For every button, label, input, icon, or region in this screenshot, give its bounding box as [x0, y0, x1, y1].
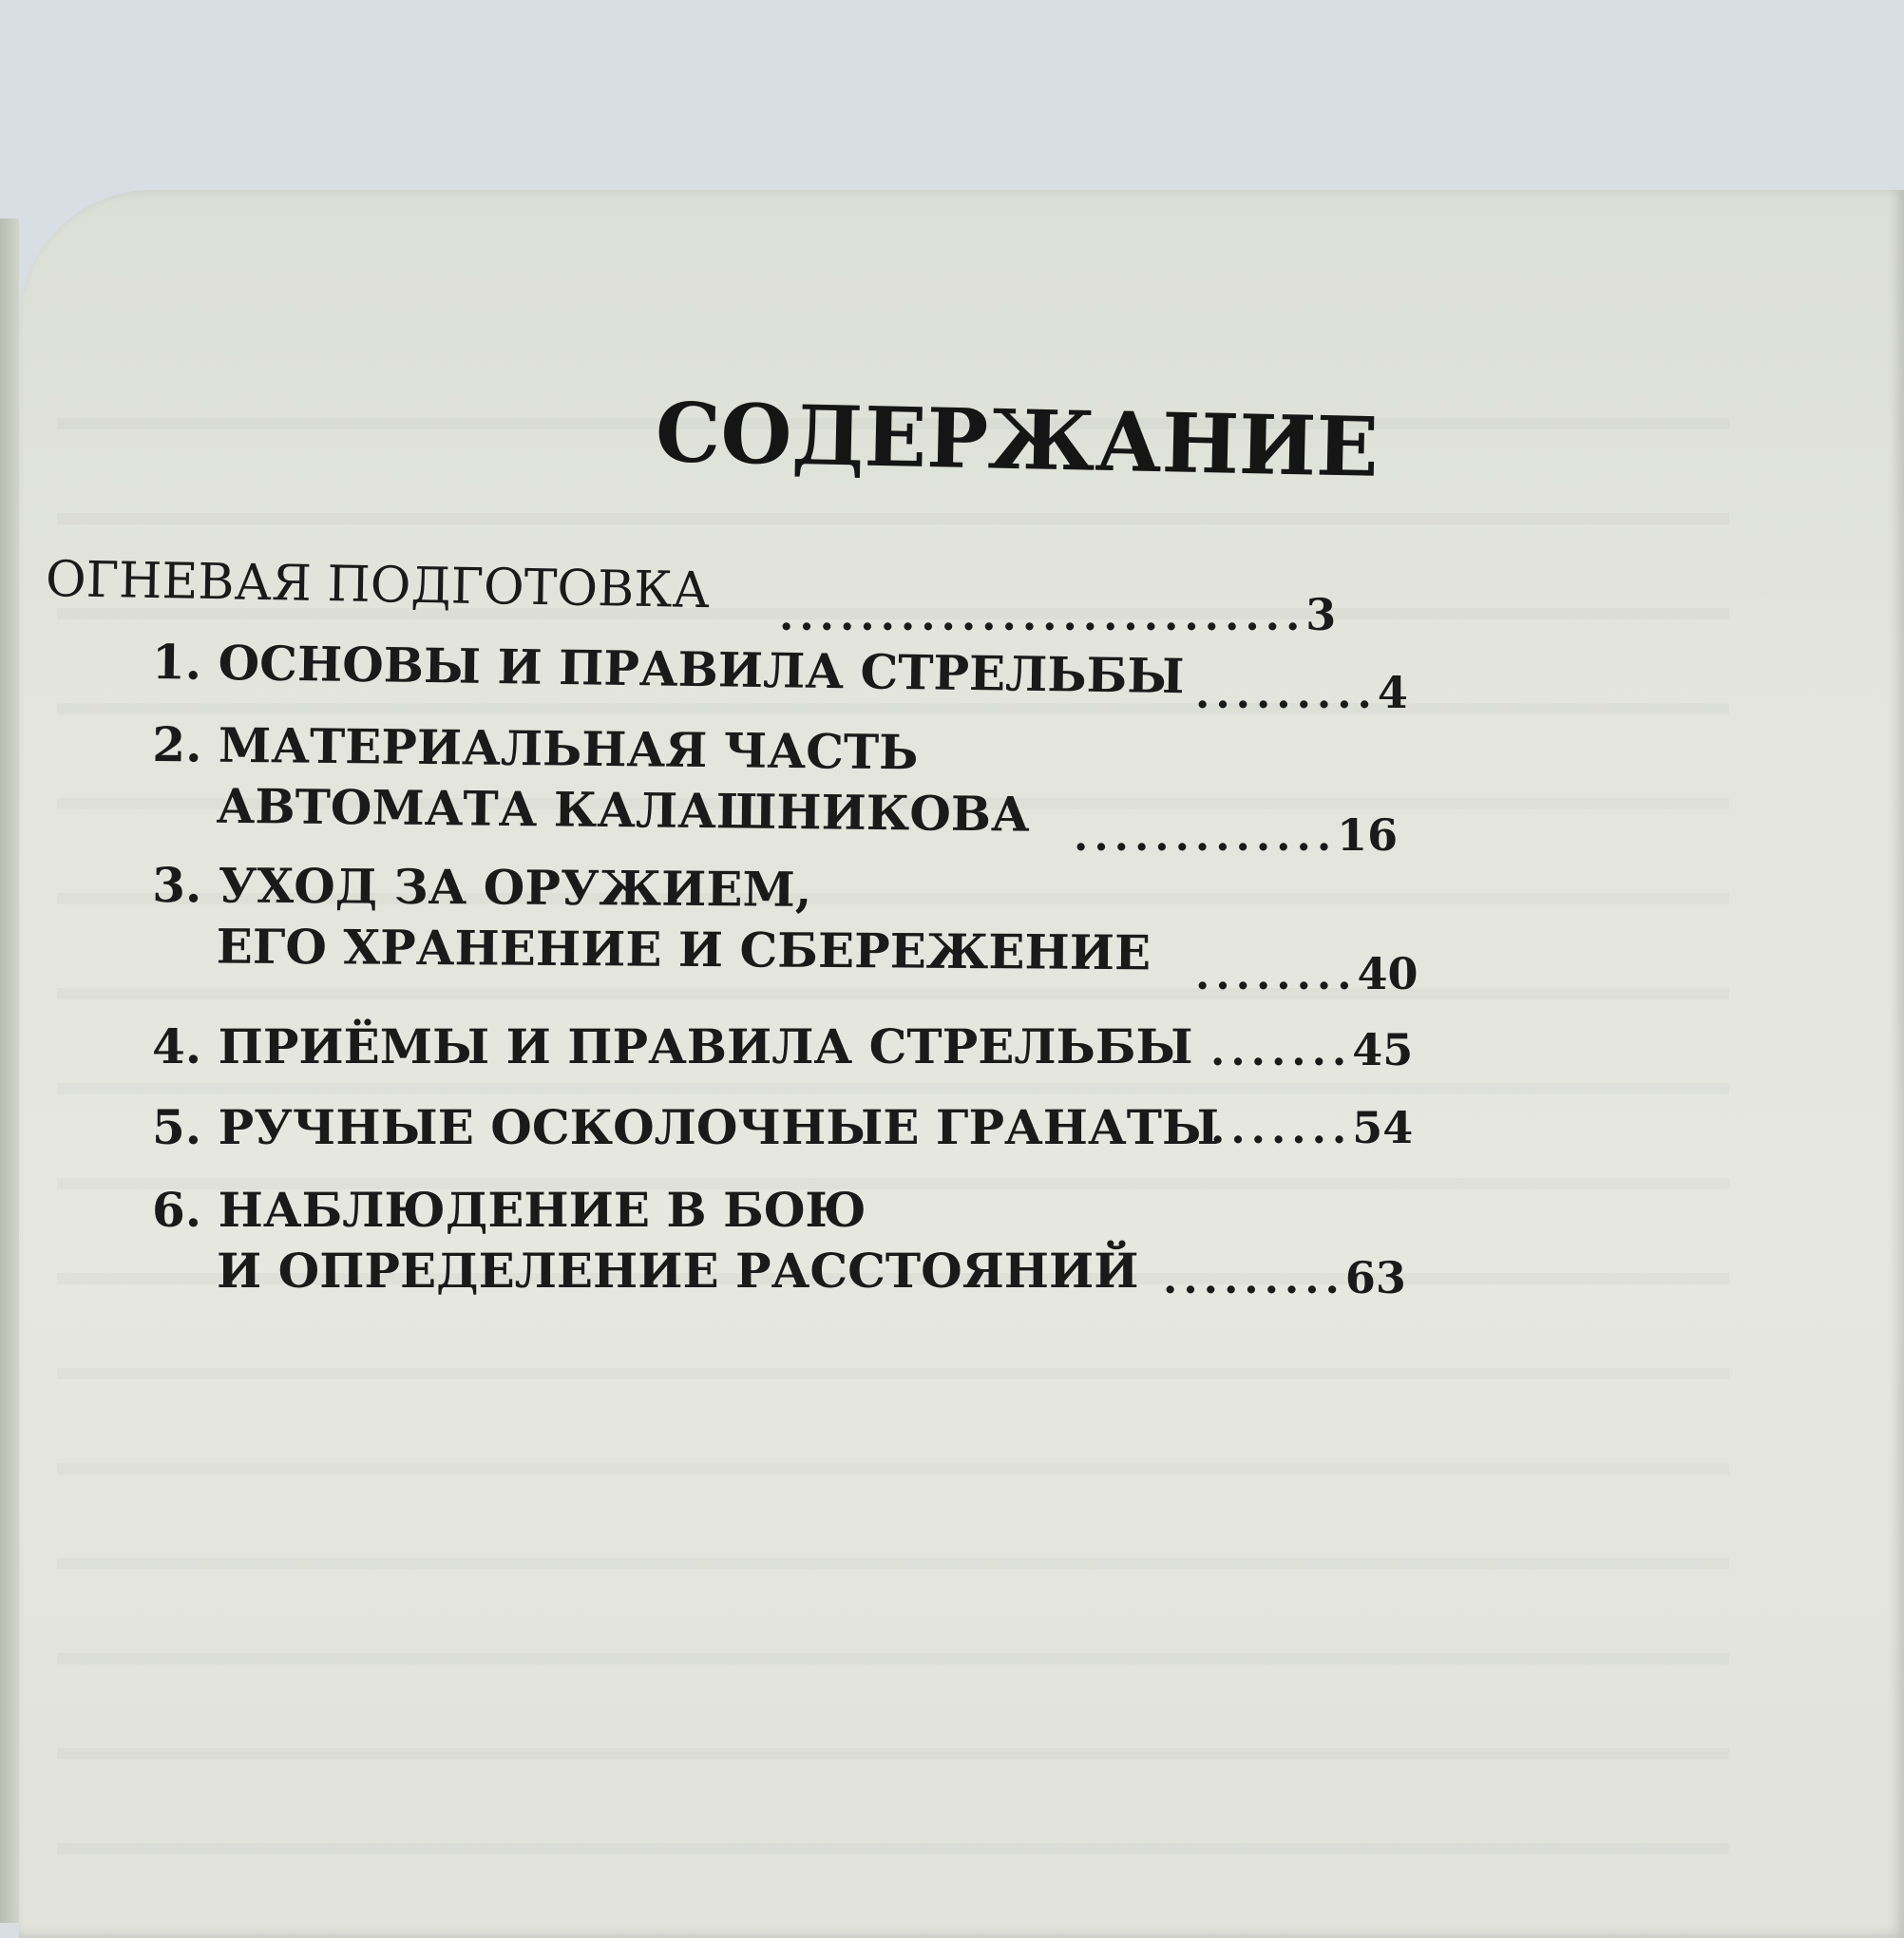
toc-section-page: 3 — [1305, 589, 1337, 640]
leader-dots: ....... — [1210, 1027, 1353, 1075]
toc-entry — [152, 1016, 1193, 1077]
toc-section-label: ОГНЕВАЯ ПОДГОТОВКА — [45, 551, 711, 620]
toc-entry-page: 45 — [1352, 1024, 1414, 1075]
toc-entry-label-continued: АВТОМАТА КАЛАШНИКОВА — [216, 777, 1031, 843]
toc-entry-label: 2. МАТЕРИАЛЬНАЯ ЧАСТЬ — [152, 716, 919, 781]
leader-dots: ......... — [1195, 670, 1378, 718]
toc-entry — [152, 1180, 1139, 1302]
toc-entry-label: 4. ПРИЁМЫ И ПРАВИЛА СТРЕЛЬБЫ — [152, 1018, 1193, 1074]
toc-entry-label: 1. ОСНОВЫ И ПРАВИЛА СТРЕЛЬБЫ — [151, 634, 1185, 705]
leader-dots: ........ — [1195, 951, 1358, 999]
toc-entry-page: 54 — [1352, 1102, 1414, 1153]
toc-entry — [152, 1097, 1219, 1158]
toc-entry — [152, 855, 1152, 983]
toc-entry-page: 16 — [1337, 809, 1399, 861]
toc-entry — [151, 714, 1030, 846]
toc-entry-label-continued: ЕГО ХРАНЕНИЕ И СБЕРЕЖЕНИЕ — [216, 918, 1152, 981]
toc-entry-page: 63 — [1344, 1252, 1406, 1303]
leader-dots: ....... — [1210, 1105, 1353, 1153]
page-title: СОДЕРЖАНИЕ — [654, 385, 1380, 496]
book-spine-edge — [0, 218, 19, 1923]
toc-entry-label-continued: И ОПРЕДЕЛЕНИЕ РАССТОЯНИЙ — [217, 1243, 1139, 1299]
leader-dots: ............. — [1074, 812, 1338, 861]
toc-entry-label: 6. НАБЛЮДЕНИЕ В БОЮ — [152, 1182, 866, 1238]
toc-entry-leader — [1195, 667, 1408, 718]
toc-section — [45, 549, 710, 621]
toc-entry-page: 4 — [1377, 667, 1408, 718]
leader-dots: ......... — [1163, 1255, 1345, 1303]
toc-entry-leader — [1074, 809, 1398, 861]
toc-entry-leader — [1210, 1024, 1413, 1075]
toc-section-leader — [779, 589, 1336, 640]
toc-entry-leader — [1163, 1252, 1406, 1303]
toc-entry-label: 3. УХОД ЗА ОРУЖИЕМ, — [152, 857, 812, 918]
toc-entry-label: 5. РУЧНЫЕ ОСКОЛОЧНЫЕ ГРАНАТЫ — [152, 1099, 1220, 1155]
toc-entry-leader — [1210, 1102, 1413, 1153]
toc-entry-leader — [1195, 948, 1418, 999]
leader-dots: .......................... — [779, 592, 1306, 640]
toc-entry-page: 40 — [1357, 948, 1418, 999]
